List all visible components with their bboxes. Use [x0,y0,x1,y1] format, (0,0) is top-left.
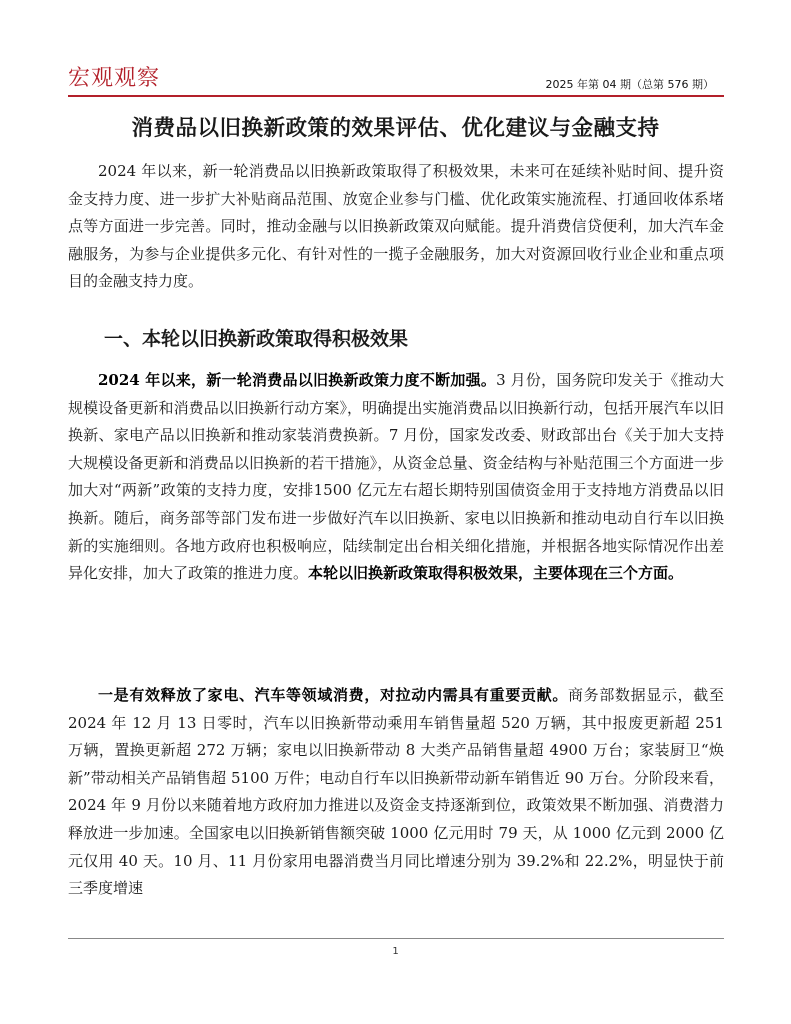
paragraph-2-lead: 一是有效释放了家电、汽车等领域消费，对拉动内需具有重要贡献。 [98,686,568,704]
body-paragraph-2 [68,682,724,903]
paragraph-1-tail: 本轮以旧换新政策取得积极效果，主要体现在三个方面。 [308,564,684,583]
paragraph-1-lead: 2024 年以来，新一轮消费品以旧换新政策力度不断加强。 [98,371,497,389]
footer-divider [68,938,724,939]
paragraph-1-body: 3 月份，国务院印发关于《推动大规模设备更新和消费品以旧换新行动方案》，明确提出实施消费品以旧换新行动，包括开展汽车以旧换新、家电产品以旧换新和推动家装消费换新。7 月份，国家发改委、财政部出台《关于加大支持大规模设备更新和消费品以旧换新的若干措施》，从资金总量、资金结构与补贴范围三个方面进一步加大对“两新”政策的支持力度，安排1500 亿元左右超长期特别国债资金用于支持地方消费品以旧换新。随后，商务部等部门发布进一步做好汽车以旧换新、家电以旧换新和推动电动自行车以旧换新的实施细则。各地方政府也积极响应，陆续制定出台相关细化措施，并根据各地实际情况作出差异化安排，加大了政策的推进力度。 [68,371,724,583]
section-heading: 一、本轮以旧换新政策取得积极效果 [104,328,409,350]
paragraph-2-body: 商务部数据显示，截至 2024 年 12 月 13 日零时，汽车以旧换新带动乘用车销售量超 520 万辆，其中报废更新超 251 万辆，置换更新超 272 万辆；家电以旧换新带动 8 大类产品销售量超 4900 万台；家装厨卫“焕新”带动相关产品销售超 5100 万件；电动自行车以旧换新带动新车销售近 90 万台。分阶段来看，2024 年 9 月份以来随着地方政府加力推进以及资金支持逐渐到位，政策效果不断加强、消费潜力释放进一步加速。全国家电以旧换新销售额突破 1000 亿元用时 79 天，从 1000 亿元到 2000 亿元仅用 40 天。10 月、11 月份家用电器消费当月同比增速分别为 39.2%和 22.2%，明显快于前三季度增速 [68,686,724,898]
header-divider [68,95,724,97]
publication-brand: 宏观观察 [68,66,161,91]
article-title: 消费品以旧换新政策的效果评估、优化建议与金融支持 [131,116,660,141]
issue-number: 2025 年第 04 期（总第 576 期） [545,78,714,91]
intro-paragraph: 2024 年以来，新一轮消费品以旧换新政策取得了积极效果，未来可在延续补贴时间、提升资金支持力度、进一步扩大补贴商品范围、放宽企业参与门槛、优化政策实施流程、打通回收体系堵点等方面进一步完善。同时，推动金融与以旧换新政策双向赋能。提升消费信贷便利，加大汽车金融服务，为参与企业提供多元化、有针对性的一揽子金融服务，加大对资源回收行业企业和重点项目的金融支持力度。 [68,162,724,291]
page-number: 1 [392,946,399,957]
body-paragraph-1 [68,367,724,588]
